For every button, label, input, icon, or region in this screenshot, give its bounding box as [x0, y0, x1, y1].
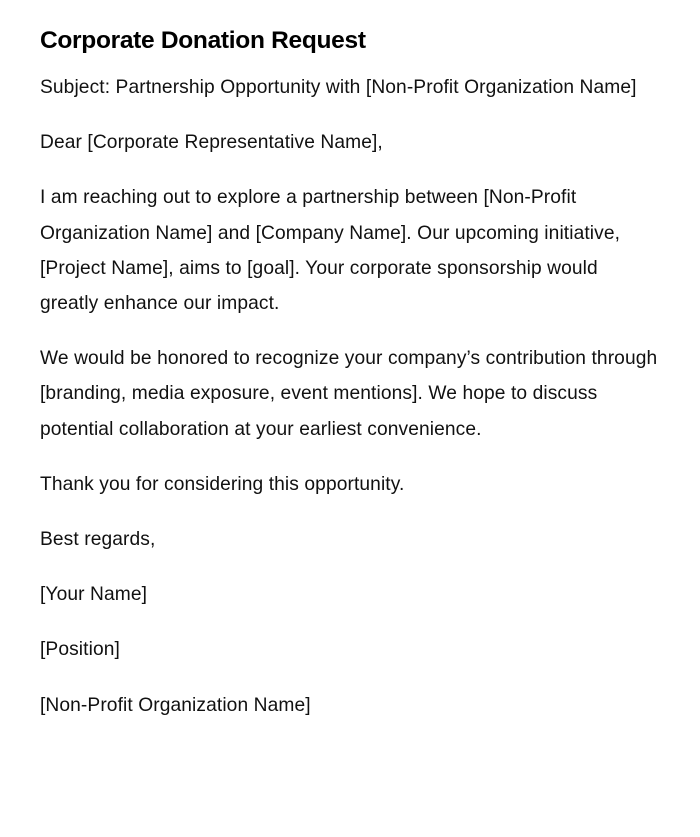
- signature-name: [Your Name]: [40, 584, 148, 606]
- document-title: Corporate Donation Request: [40, 27, 366, 54]
- closing-line: Best regards,: [40, 529, 156, 551]
- salutation: Dear [Corporate Representative Name],: [40, 132, 383, 154]
- subject-line: Subject: Partnership Opportunity with [Non-Profit Organization Name]: [40, 77, 637, 98]
- signature-organization: [Non-Profit Organization Name]: [40, 694, 311, 716]
- body-paragraph-2: We would be honored to recognize your company’s contribution through [branding, media exposure, event mentions]. We hope to discuss potential collaboration at your earliest convenience.: [40, 348, 658, 440]
- signature-position: [Position]: [40, 639, 120, 661]
- body-paragraph-1: I am reaching out to explore a partnership between [Non-Profit Organization Name] and [Company Name]. Our upcoming initiative, [Project Name], aims to [goal]. Your corporate sponsorship would greatly enhance our impact.: [40, 187, 621, 315]
- thanks-line: Thank you for considering this opportunity.: [40, 473, 405, 495]
